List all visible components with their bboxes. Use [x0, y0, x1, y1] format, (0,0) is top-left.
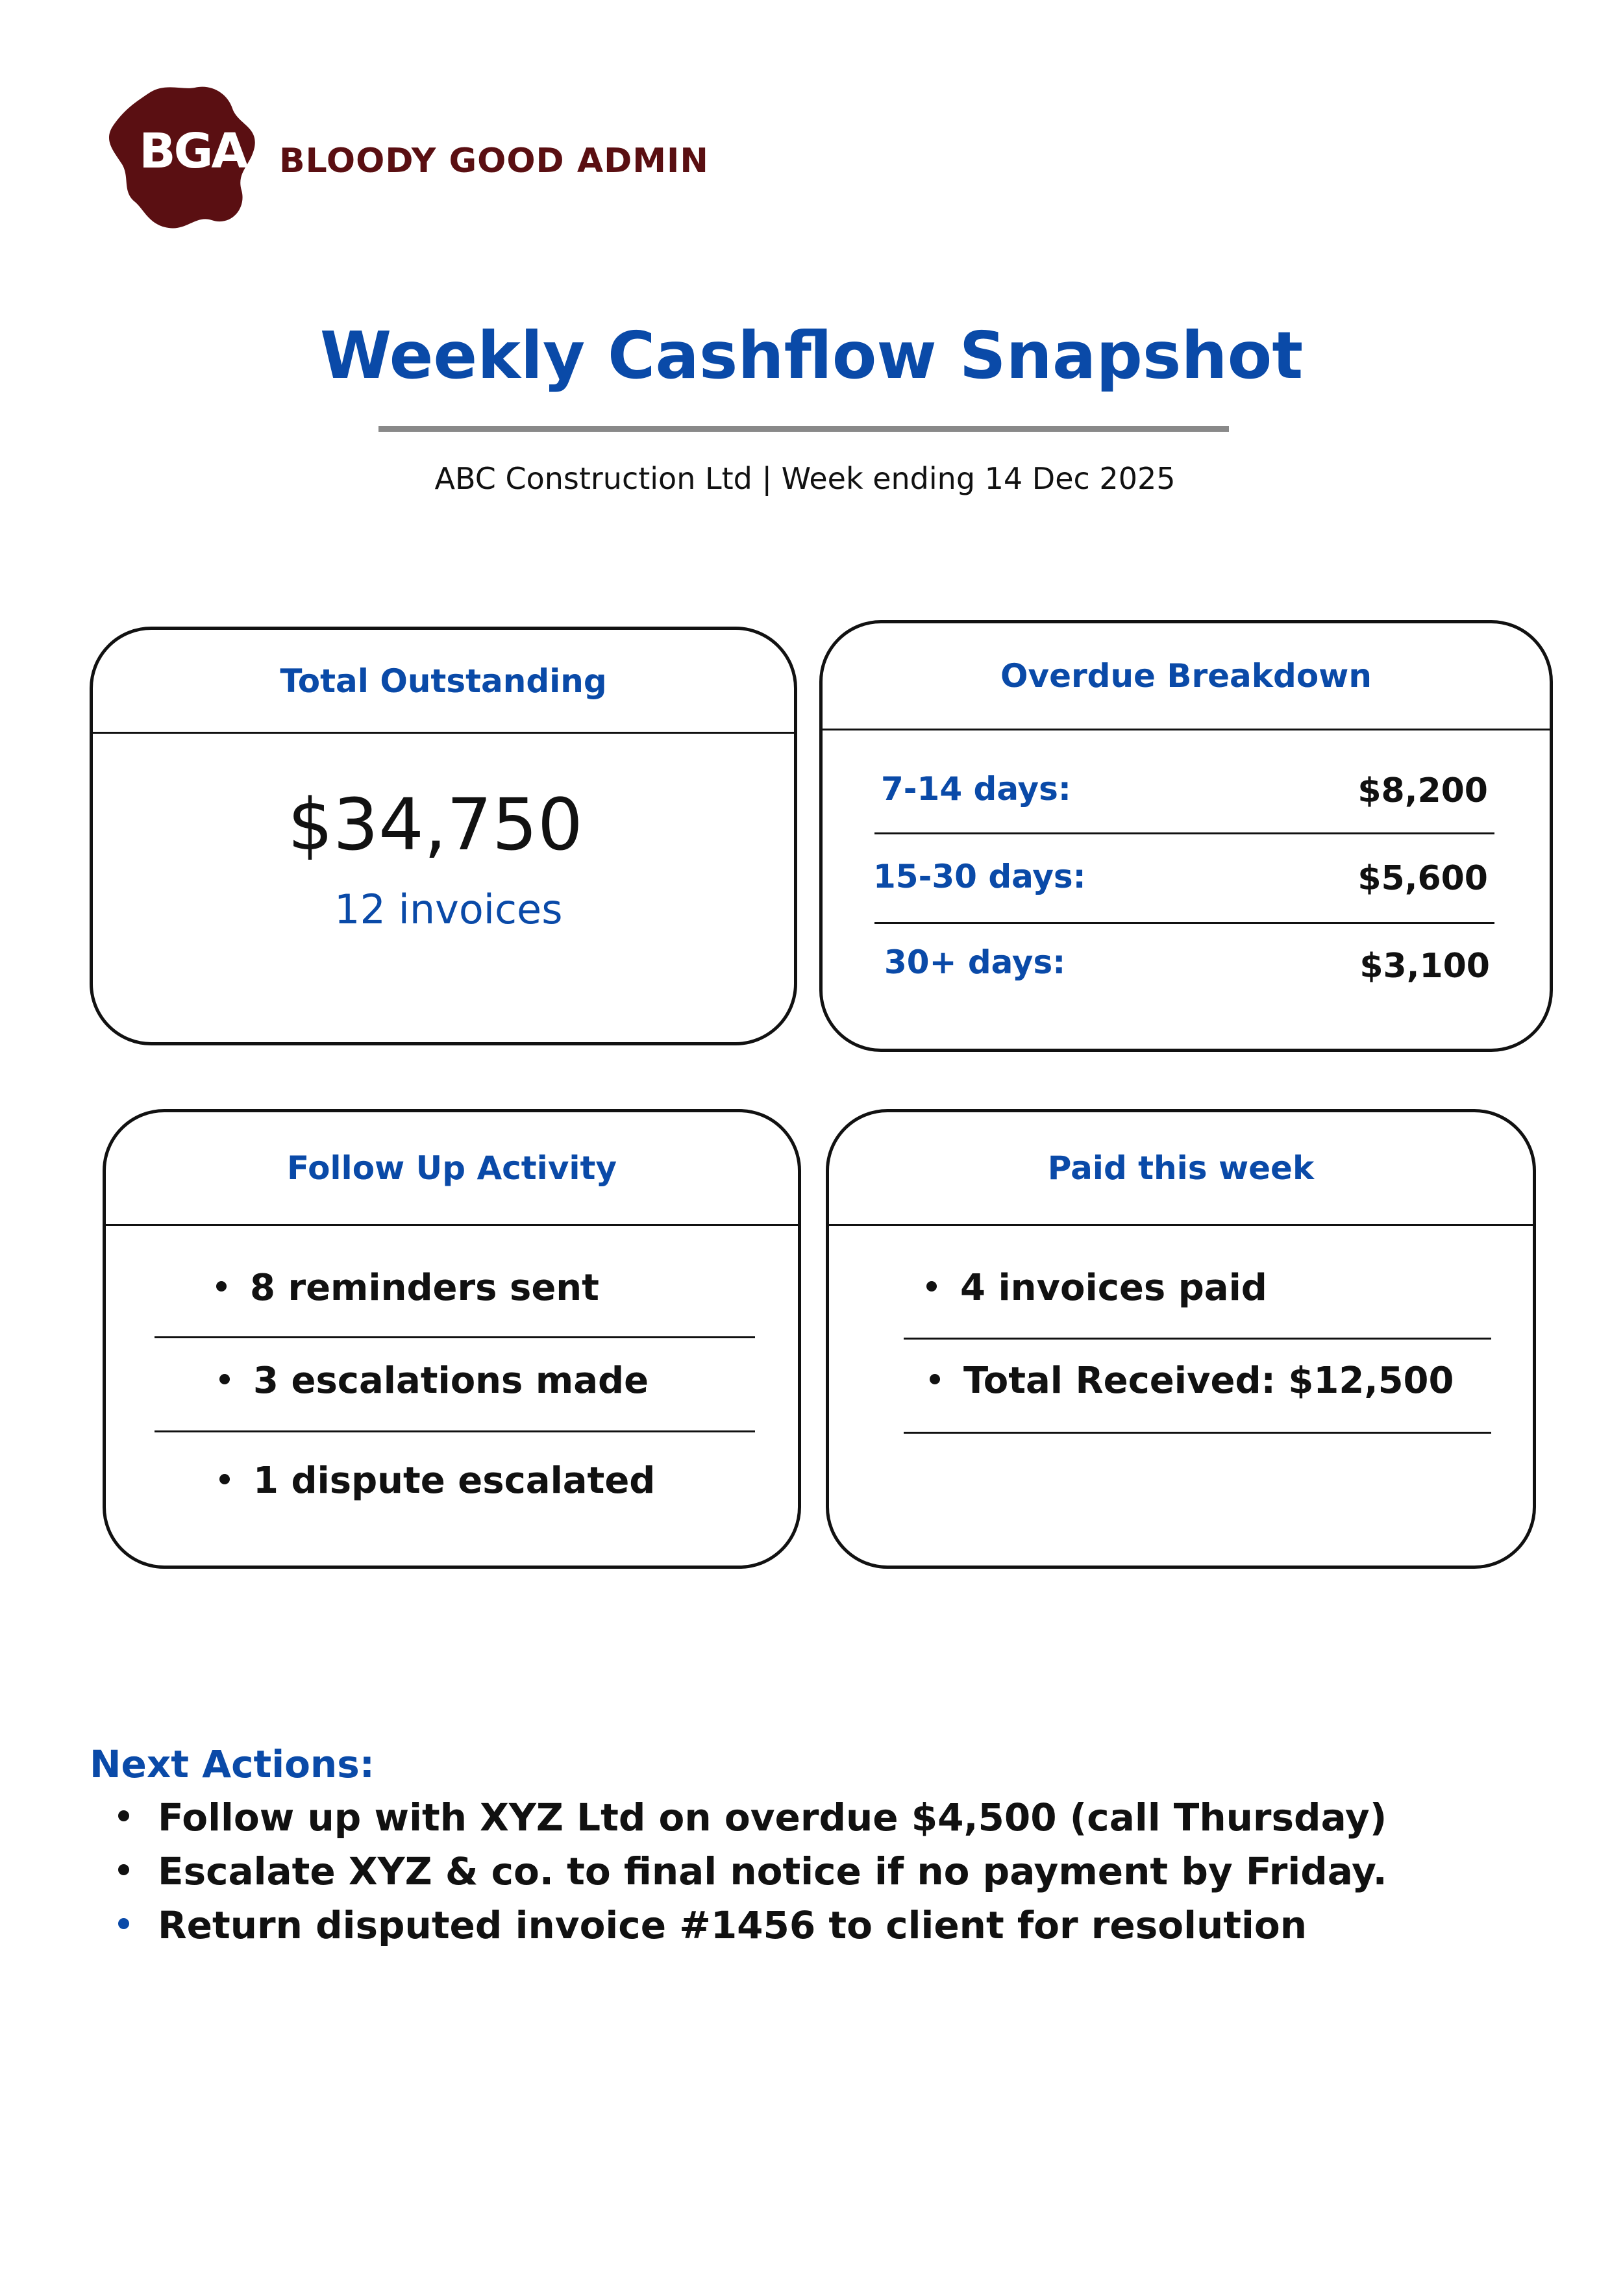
- bullet-icon: [216, 1281, 227, 1292]
- next-actions-heading: Next Actions:: [90, 1742, 375, 1786]
- row-divider: [904, 1338, 1491, 1340]
- overdue-breakdown-card: [819, 620, 1553, 1052]
- list-item: 3 escalations made: [219, 1363, 649, 1399]
- bullet-icon: [118, 1918, 129, 1929]
- card-title: Total Outstanding: [93, 630, 794, 734]
- overdue-row-label: 7-14 days:: [881, 770, 1071, 808]
- title-divider: [378, 426, 1229, 432]
- row-divider: [155, 1430, 755, 1432]
- row-divider: [904, 1432, 1491, 1434]
- overdue-row-label: 15-30 days:: [873, 858, 1086, 895]
- overdue-row-label: 30+ days:: [884, 943, 1066, 981]
- follow-up-activity-card: [103, 1109, 801, 1569]
- card-title: Overdue Breakdown: [823, 623, 1550, 730]
- overdue-row-value: $8,200: [1357, 771, 1488, 810]
- bullet-icon: [219, 1474, 230, 1484]
- bullet-icon: [926, 1281, 937, 1292]
- total-outstanding-amount: $34,750: [288, 783, 583, 866]
- bullet-icon: [219, 1374, 230, 1384]
- page-title: Weekly Cashflow Snapshot: [319, 318, 1304, 393]
- brand-name: BLOODY GOOD ADMIN: [279, 142, 709, 181]
- card-title: Paid this week: [829, 1112, 1533, 1226]
- bullet-icon: [930, 1374, 940, 1384]
- row-divider: [874, 832, 1494, 834]
- list-item: Total Received: $12,500: [930, 1363, 1454, 1399]
- bullet-icon: [118, 1810, 129, 1821]
- next-action-item: Escalate XYZ & co. to final notice if no payment by Friday.: [118, 1853, 1387, 1890]
- brand-initials: BGA: [139, 123, 247, 179]
- card-title: Follow Up Activity: [106, 1112, 798, 1226]
- page-subtitle: ABC Construction Ltd | Week ending 14 Dec 2025: [434, 461, 1176, 496]
- overdue-row-value: $5,600: [1357, 859, 1488, 898]
- row-divider: [155, 1336, 755, 1338]
- invoice-count: 12 invoices: [334, 886, 563, 933]
- next-action-item: Follow up with XYZ Ltd on overdue $4,500 (call Thursday): [118, 1799, 1387, 1836]
- next-action-item: Return disputed invoice #1456 to client for resolution: [118, 1906, 1307, 1944]
- list-item: 1 dispute escalated: [219, 1463, 655, 1499]
- bullet-icon: [118, 1864, 129, 1875]
- total-outstanding-card: [90, 627, 797, 1045]
- row-divider: [874, 922, 1494, 924]
- list-item: 8 reminders sent: [216, 1270, 599, 1306]
- overdue-row-value: $3,100: [1359, 947, 1490, 986]
- list-item: 4 invoices paid: [926, 1270, 1267, 1306]
- paid-this-week-card: [826, 1109, 1536, 1569]
